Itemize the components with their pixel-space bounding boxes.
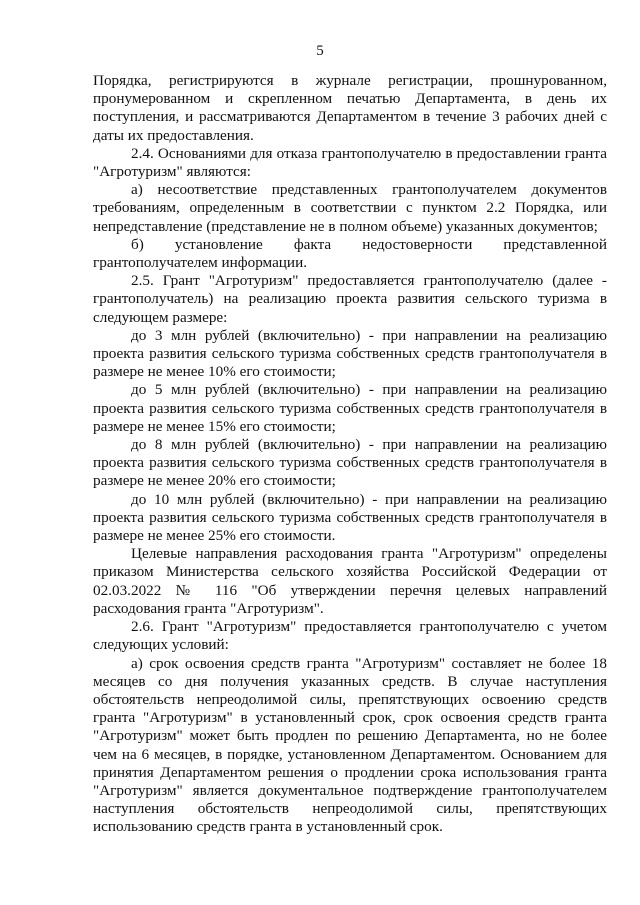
paragraph-grant-10mln: до 10 млн рублей (включительно) - при направлении на реализацию проекта развития сельского туризма собственных средств грантополучателя в размере не менее 25% его стоимости. (93, 490, 607, 545)
paragraph-grant-3mln: до 3 млн рублей (включительно) - при направлении на реализацию проекта развития сельского туризма собственных средств грантополучателя в размере не менее 10% его стоимости; (93, 326, 607, 381)
paragraph-target-directions: Целевые направления расходования гранта "Агротуризм" определены приказом Министерства сельского хозяйства Российской Федерации от 02.03.2022 № 116 "Об утверждении перечня целевых направлений расходования гранта "Агротуризм". (93, 545, 607, 617)
page-number: 5 (316, 43, 324, 59)
paragraph-continuation: Порядка, регистрируются в журнале регистрации, прошнурованном, пронумерованном и скрепленном печатью Департамента, в день их поступления, и рассматриваются Департаментом в течение 3 рабочих дней с даты их предоставления. (93, 72, 607, 144)
paragraph-2-6-a: а) срок освоения средств гранта "Агротуризм" составляет не более 18 месяцев со дня получения указанных средств. В случае наступления обстоятельств непреодолимой силы, препятствующих освоению средств гранта "Агротуризм" в установленный срок, срок освоения средств гранта "Агротуризм" может быть продлен по решению Департамента, но не более чем на 6 месяцев, в порядке, установленном Департаментом. Основанием для принятия Департаментом решения о продлении срока использования гранта "Агротуризм" является документальное подтверждение грантополучателем наступления обстоятельств непреодолимой силы, препятствующих использованию средств гранта в установленный срок. (93, 654, 607, 836)
document-body (93, 72, 607, 837)
paragraph-grant-8mln: до 8 млн рублей (включительно) - при направлении на реализацию проекта развития сельского туризма собственных средств грантополучателя в размере не менее 20% его стоимости; (93, 436, 607, 490)
paragraph-2-4-b: б) установление факта недостоверности представленной грантополучателем информации. (93, 235, 607, 272)
paragraph-2-4-a: а) несоответствие представленных грантополучателем документов требованиям, определенным в соответствии с пунктом 2.2 Порядка, или непредставление (представление не в полном объеме) указанных документов; (93, 181, 607, 235)
paragraph-2-6: 2.6. Грант "Агротуризм" предоставляется грантополучателю с учетом следующих условий: (93, 618, 607, 654)
paragraph-2-4: 2.4. Основаниями для отказа грантополучателю в предоставлении гранта "Агротуризм" являются: (93, 144, 607, 181)
paragraph-grant-5mln: до 5 млн рублей (включительно) - при направлении на реализацию проекта развития сельского туризма собственных средств грантополучателя в размере не менее 15% его стоимости; (93, 381, 607, 435)
paragraph-2-5: 2.5. Грант "Агротуризм" предоставляется грантополучателю (далее - грантополучатель) на реализацию проекта развития сельского туризма в следующем размере: (93, 272, 607, 326)
